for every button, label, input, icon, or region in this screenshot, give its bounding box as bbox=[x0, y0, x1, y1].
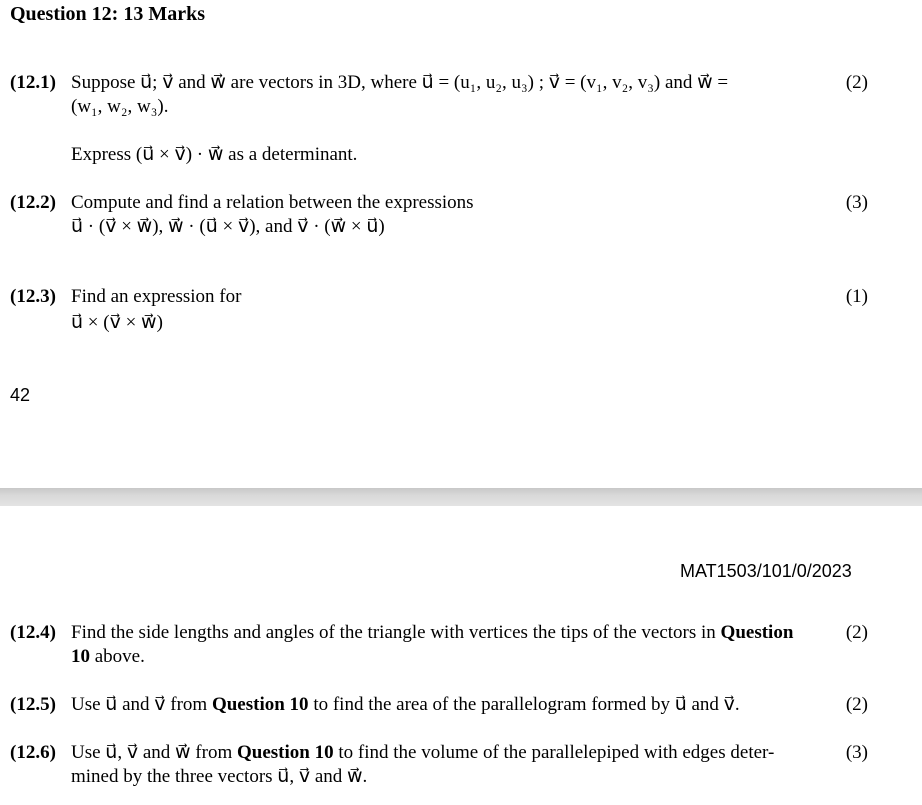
item-12-4-text-line1 bbox=[71, 621, 793, 645]
item-number-12-6: (12.6) bbox=[10, 742, 56, 763]
item-number-12-5: (12.5) bbox=[10, 694, 56, 715]
question-title: Question 12: 13 Marks bbox=[10, 3, 205, 25]
item-12-1-text-line1: Suppose u⃗; v⃗ and w⃗ are vectors in 3D, where u⃗ = (u₁, u₂, u₃) ; v⃗ = (v₁, v₂, v₃) and w⃗ = bbox=[71, 72, 729, 93]
item-12-3-text-line1: Find an expression for bbox=[71, 286, 242, 307]
course-code-header: MAT1503/101/0/2023 bbox=[680, 561, 852, 581]
item-12-4-line2-post: above. bbox=[90, 646, 145, 667]
question-ref-bold: Question 10 bbox=[237, 742, 334, 763]
item-12-6-text-line2: mined by the three vectors u⃗, v⃗ and w⃗. bbox=[71, 766, 368, 787]
item-12-4-line1-pre: Find the side lengths and angles of the triangle with vertices the tips of the vectors in bbox=[71, 622, 721, 643]
item-number-12-1: (12.1) bbox=[10, 72, 56, 93]
exam-page-lower bbox=[0, 506, 922, 805]
item-12-6-marks: (3) bbox=[845, 742, 868, 763]
page-separator bbox=[0, 488, 922, 506]
item-12-3-marks: (1) bbox=[845, 286, 868, 307]
item-12-6-text-line1 bbox=[71, 741, 774, 765]
item-12-1-text-line2: (w₁, w₂, w₃). bbox=[71, 96, 169, 117]
item-number-12-3: (12.3) bbox=[10, 286, 56, 307]
item-number-12-2: (12.2) bbox=[10, 192, 56, 213]
item-12-5-pre: Use u⃗ and v⃗ from bbox=[71, 694, 212, 715]
item-12-2-marks: (3) bbox=[845, 192, 868, 213]
item-12-1-marks: (2) bbox=[845, 72, 868, 93]
item-12-4-text-line2 bbox=[71, 645, 145, 669]
item-12-2-text-line1: Compute and find a relation between the expressions bbox=[71, 192, 474, 213]
item-12-3-text-line2: u⃗ × (v⃗ × w⃗) bbox=[71, 312, 163, 333]
item-12-2-text-line2: u⃗ · (v⃗ × w⃗), w⃗ · (u⃗ × v⃗), and v⃗ · (w⃗ × u⃗) bbox=[71, 216, 385, 237]
item-12-5-text-line1 bbox=[71, 693, 740, 717]
item-12-4-marks: (2) bbox=[845, 622, 868, 643]
item-number-12-4: (12.4) bbox=[10, 622, 56, 643]
page-number: 42 bbox=[10, 385, 31, 405]
item-12-6-pre: Use u⃗, v⃗ and w⃗ from bbox=[71, 742, 237, 763]
item-12-5-marks: (2) bbox=[845, 694, 868, 715]
question-ref-bold: Question 10 bbox=[211, 694, 309, 715]
item-12-1-text-line3: Express (u⃗ × v⃗) · w⃗ as a determinant. bbox=[71, 144, 358, 165]
item-12-5-post: to find the area of the parallelogram formed by u⃗ and v⃗. bbox=[308, 694, 740, 715]
question-ref-bold: Question bbox=[720, 622, 794, 643]
item-12-6-post: to find the volume of the parallelepiped with edges deter- bbox=[333, 742, 775, 763]
question-ref-bold: 10 bbox=[71, 646, 90, 667]
